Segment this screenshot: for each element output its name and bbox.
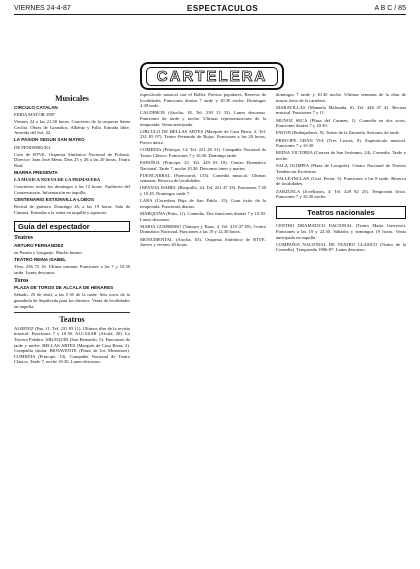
nueva-sub: LA MUSICA NUEVA DE LA PRIMAVERA [14, 177, 101, 183]
centenario-text: Recital de guitarra. Domingo 26, a las 19 horas. Sala de Cámara. Entradas a la venta en taquilla y agencias. [14, 204, 130, 216]
pasion-title: LA PASION SEGUN SAN MATEO [14, 137, 85, 143]
nueva-text: Conciertos todos los domingos a las 12 horas. Auditorio del Conservatorio. Información en taquilla. [14, 184, 130, 196]
header-section: ESPECTACULOS [187, 3, 259, 13]
nueva-title: IBARRA PRESENTA [14, 170, 58, 176]
pasion-sub: DE PENDERECKI [14, 144, 50, 150]
guia-heading: Guía del espectador [14, 221, 130, 233]
teatros-heading: Teatros [59, 315, 85, 325]
listing-paragraph: ZARZUELA (Jovellanos, 4. Tel. 429 82 25). Temporada lírica. Funciones 7 y 10.30 noche. [276, 188, 406, 200]
listing-paragraph: VALLE-INCLAN (Gral. Perón, 5). Funciones a las 8 tarde. Reserva de localidades. [276, 175, 406, 187]
listing-paragraph: PRINCIPE GRAN VIA (Tres Cruces, 8). Espectáculo musical. Funciones 7 y 10.30. [276, 137, 406, 149]
listing-circulo: CIRCULO DE BELLAS ARTES (Marqués de Casa Riera, 2. Tel. 231 85 07). Teatro Fernando de Rojas. Funciones a las 20 horas. Precio único. [140, 128, 266, 145]
listing-marquina: MARQUINA (Prim, 11). Comedia. Dos funciones diarias 7 y 10.30. Lunes descanso. [140, 211, 266, 222]
isabel-text: Tfno. 256 73 16. Ultima semana. Funciones a las 7 y 10.30 tarde. Lunes descanso. [14, 264, 130, 275]
listing-paragraph: REINA VICTORIA (Carrera de San Jerónimo, 24). Comedia. Tarde y noche. [276, 150, 406, 161]
listing-maria: MARIA GUERRERO (Tamayo y Baus, 4. Tel. 419 47 69). Centro Dramático Nacional. Funciones a las 19 y 22.30 horas. [140, 223, 266, 235]
listing-paragraph: CENTRO DRAMATICO NACIONAL (Teatro María Guerrero). Funciones a las 19 y 22.30. Sábados y domingos 19 horas. Venta anticipada en taquilla. [276, 223, 406, 240]
divider [14, 312, 130, 313]
listing-paragraph: SALA OLIMPIA (Plaza de Lavapiés). Centro Nacional de Nuevas Tendencias Escénicas. [276, 163, 406, 174]
plaza-title: PLAZA DE TOROS DE ALCALA DE HENARES [14, 285, 114, 291]
circulo-text: Viernes 24 a las 21.30 horas. Concierto de la orquesta Santa Cecilia. Obras de Granados, Albéniz y Falla. Entrada libre. Avenida del Sol, 42. [14, 118, 130, 136]
listing-paragraph: MUÑOZ SECA (Plaza del Carmen, 1). Comedia en dos actos. Funciones diarias 7 y 10.30. [276, 117, 406, 129]
plaza-text: Sábado, 25 de abril, a las 5.30 de la tarde. Seis toros de la ganadería de Sepúlveda para los diestros. Venta de localidades en taquilla. [14, 292, 130, 309]
arturo-title: ARTURO FERNANDEZ [14, 242, 64, 248]
column-2 [140, 92, 266, 562]
header-date: VIERNES 24-4-87 [14, 4, 71, 12]
circulo-sub: FERIA MAYOR 1987 [14, 111, 56, 117]
listing-monumental: MONUMENTAL (Atocha, 65). Orquesta Sinfónica de RTVE. Jueves y viernes 20 horas. [140, 236, 266, 248]
teatros-listing: ALBENIZ (Paz, 11. Tel. 231 83 11). Ultimos días de la revista musical. Funciones 7 y 10.30. ALCAZAR (Alcalá, 20). La Tercera Palabra. ARLEQUIN (San Bernardo, 5). Funciones de tarde y noche. BELLAS ARTES (Marqués de Casa Riera, 2). Compañía titular. BENAVENTE (Plaza de los Mostenses). COMEDIA (Príncipe, 14). Compañía Nacional de Teatro Clásico. Tarde 7, noche 10.30. Lunes descanso. [14, 325, 130, 365]
centenario-title: CENTENARIO ESTIONVILLA-LOBOS [14, 197, 94, 203]
circulo-title: CIRCULO CATALAN [14, 104, 58, 110]
pasion-text: Coro de RTVE. Orquesta Sinfónica Nacional de Polonia. Director: Juan José Mena. Días 25 y 26 a las 20 horas. Teatro Real. [14, 151, 130, 168]
arturo-text: en Pasión y Lenguaje. Mucho humor. [14, 250, 83, 255]
page-header [14, 2, 406, 15]
listing-paragraph: PAVON (Embajadores, 9). Teatro de la Zarzuela. Sesiones de tarde. [276, 130, 400, 136]
listing-paragraph: COMPAÑIA NACIONAL DE TEATRO CLASICO (Teatro de la Comedia). Temporada 1986-87. Lunes descanso. [276, 241, 406, 253]
listing-lara: LARA (Corredera Baja de San Pablo, 15). Gran éxito de la temporada. Funciones diarias. [140, 198, 266, 209]
header-page: A B C / 85 [374, 4, 406, 12]
column-3 [276, 92, 406, 562]
listing-infanta: INFANTA ISABEL (Barquillo, 24. Tel. 221 47 33). Funciones 7.30 y 10.45. Domingos tarde 7. [140, 185, 266, 197]
listing-calderon: CALDERON (Atocha, 18. Tel. 239 13 33). Lunes descanso. Funciones de tarde y noche. Ultimas representaciones de la temporada. Venta anticipada. [140, 110, 266, 127]
teatros-subheading: Teatros [14, 235, 34, 242]
listing-espanol: ESPAÑOL (Príncipe, 25. Tel. 429 03 18). Centro Dramático Nacional. Tarde 7, noche 10.30. Descanso lunes y martes. [140, 159, 266, 171]
listing-paragraph: espectáculo musical con el Ballet. Precios populares. Reserva de localidades. Funciones diarias 7 tarde y 10.30 noche. Domingos 4.30 tarde. [140, 92, 266, 109]
musicales-heading: Musicales [55, 94, 89, 103]
listing-comedia: COMEDIA (Príncipe, 14. Tel. 221 49 31). Compañía Nacional de Teatro Clásico. Funciones 7 y 10.30. Domingo tarde. [140, 147, 266, 158]
listing-paragraph: MARAVILLAS (Manuela Malasaña, 6). Tel. 446 47 41. Revista musical. Funciones 7 y 11. [276, 104, 406, 116]
banner-title: CARTELERA [146, 67, 278, 86]
teatros-nacionales-heading: Teatros nacionales [276, 206, 406, 220]
cartelera-banner [140, 62, 284, 90]
column-1 [14, 92, 130, 562]
toros-subheading: Toros [14, 277, 29, 284]
listing-fuencarral: FUENCARRAL (Fuencarral, 133). Comedia musical. Ultimas semanas. Reserva de localidades. [140, 172, 266, 184]
isabel-title: TEATRO REINA ISABEL [14, 257, 67, 263]
listing-paragraph: domingos 7 tarde y 10.30 noche. Ultimas semanas de la obra de mayor éxito de la cartelera. [276, 92, 406, 103]
